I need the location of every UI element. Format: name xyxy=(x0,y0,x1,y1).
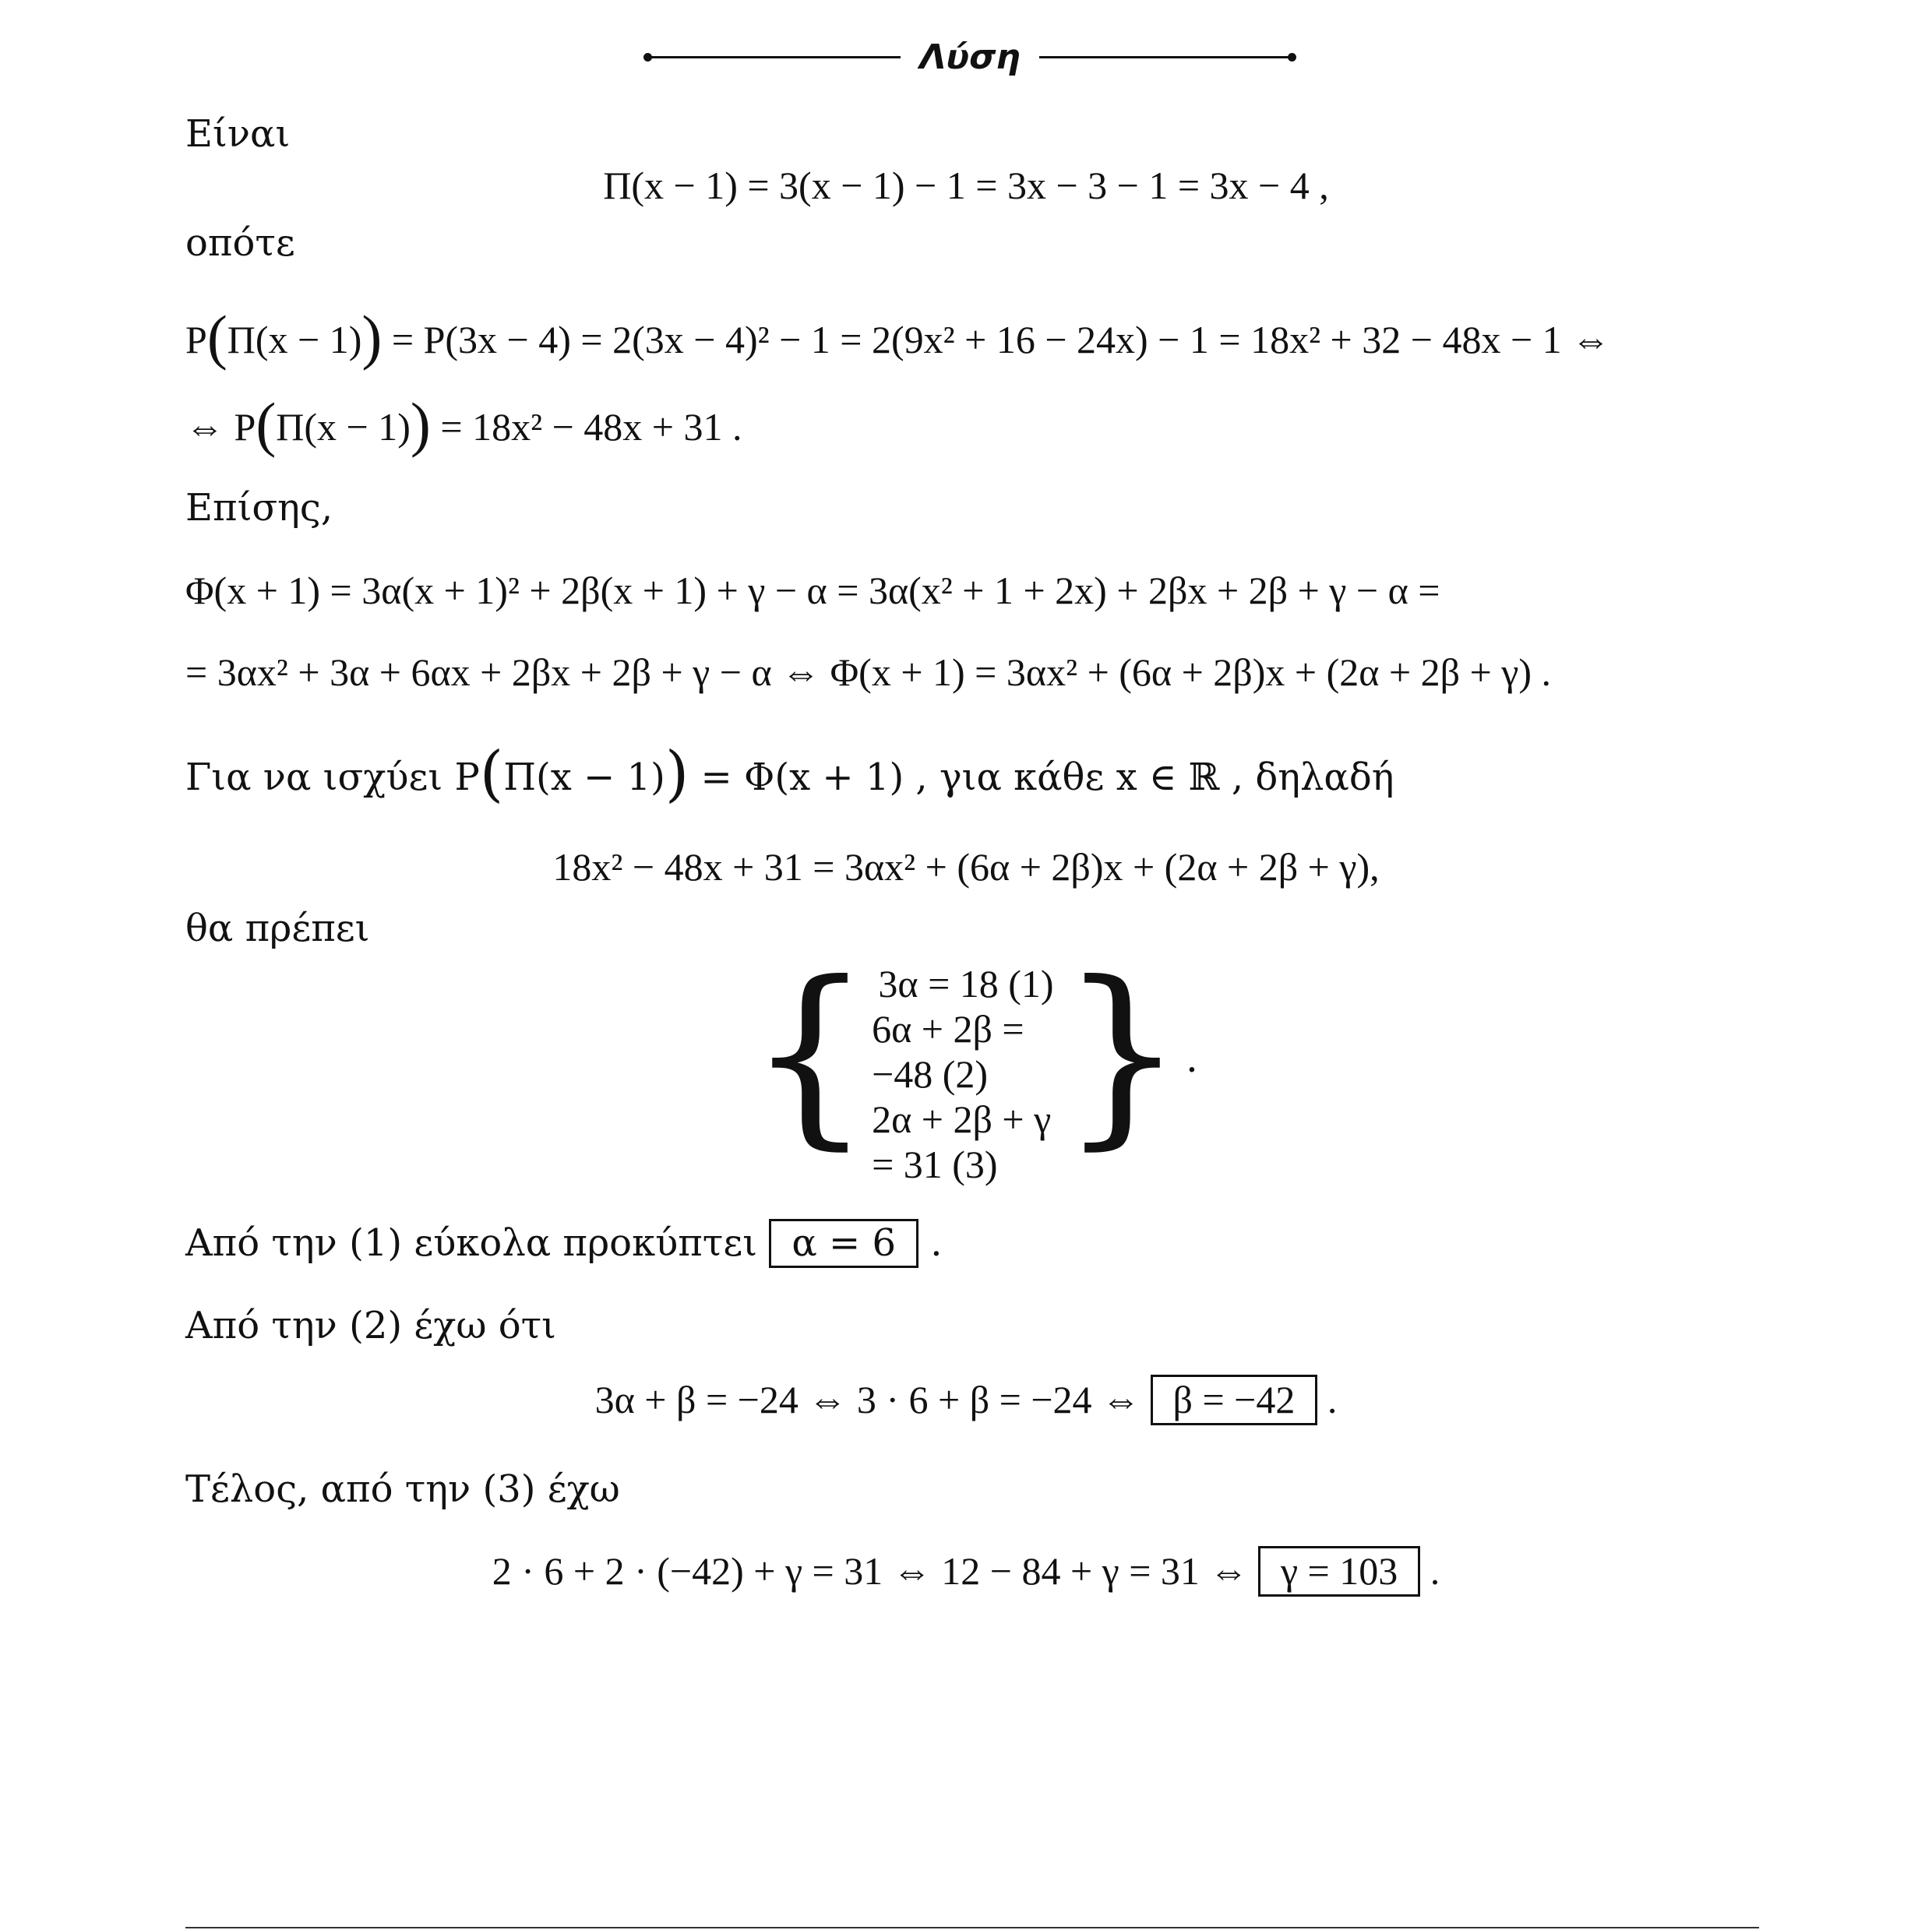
equation-line: 18x² − 48x + 31 = 3αx² + (6α + 2β)x + (2α + 2β + γ), xyxy=(552,845,1380,889)
system-equation-3: 2α + 2β + γ = 31 (3) xyxy=(872,1097,1052,1186)
system-equation-1: 3α = 18 (1) xyxy=(878,962,1054,1006)
equation-line xyxy=(0,1375,1932,1425)
equation-line: = 3αx² + 3α + 6αx + 2βx + 2β + γ − α ⇔ Φ(x + 1) = 3αx² + (6α + 2β)x + (2α + 2β + γ) . xyxy=(185,650,1552,694)
text-line: Επίσης, xyxy=(185,486,333,530)
left-paren: ( xyxy=(206,303,227,371)
math-fragment: ⇔ P xyxy=(185,405,256,449)
left-paren: ( xyxy=(256,390,277,458)
equation-line xyxy=(185,302,1610,372)
text-line xyxy=(185,1219,943,1268)
equation-system xyxy=(748,940,1184,1186)
text-fragment: Για να ισχύει P xyxy=(185,755,480,799)
text-line: θα πρέπει xyxy=(185,907,370,950)
equation-line: Π(x − 1) = 3(x − 1) − 1 = 3x − 3 − 1 = 3x − 4 , xyxy=(603,164,1329,207)
system-left-brace: { xyxy=(748,940,873,1167)
math-fragment: P xyxy=(185,318,207,361)
left-paren: ( xyxy=(479,739,504,809)
math-fragment: 2 · 6 + 2 · (−42) + γ = 31 ⇔ 12 − 84 + γ = 31 ⇔ xyxy=(492,1549,1249,1593)
heading-rule-left xyxy=(647,56,901,58)
equation-line xyxy=(0,1546,1932,1597)
system-period: . xyxy=(1186,1036,1198,1081)
text-fragment: . xyxy=(930,1221,943,1265)
right-paren: ) xyxy=(361,303,383,371)
system-equation-2: 6α + 2β = −48 (2) xyxy=(872,1007,1024,1096)
system-right-brace: } xyxy=(1059,940,1184,1167)
boxed-result-beta: β = −42 xyxy=(1151,1375,1318,1425)
heading-title: Λύση xyxy=(919,37,1021,77)
boxed-result-alpha: α = 6 xyxy=(769,1219,918,1268)
right-paren: ) xyxy=(410,390,431,458)
math-fragment: = P(3x − 4) = 2(3x − 4)² − 1 = 2(9x² + 16 − 24x) − 1 = 18x² + 32 − 48x − 1 ⇔ xyxy=(391,318,1611,361)
math-fragment: . xyxy=(1327,1378,1338,1421)
math-fragment: 3α + β = −24 ⇔ 3 · 6 + β = −24 ⇔ xyxy=(594,1378,1141,1421)
equation-line: Φ(x + 1) = 3α(x + 1)² + 2β(x + 1) + γ − α = 3α(x² + 1 + 2x) + 2βx + 2β + γ − α = xyxy=(185,569,1440,612)
footer-rule xyxy=(185,1927,1759,1928)
math-fragment: Π(x − 1) xyxy=(276,405,411,449)
equation-line xyxy=(185,389,742,460)
heading-rule-right xyxy=(1039,56,1293,58)
system-equations xyxy=(872,961,1060,1186)
math-fragment: Π(x − 1) xyxy=(503,755,665,799)
text-line: Τέλος, από την (3) έχω xyxy=(185,1467,620,1511)
text-line: Είναι xyxy=(185,112,291,156)
solution-heading xyxy=(647,30,1293,84)
math-fragment: . xyxy=(1430,1549,1440,1593)
text-line xyxy=(185,740,1394,810)
text-line: Από την (2) έχω ότι xyxy=(185,1304,556,1347)
math-fragment: = 18x² − 48x + 31 . xyxy=(440,405,742,449)
text-fragment: = Φ(x + 1) , για κάθε x ∈ ℝ , δηλαδή xyxy=(700,755,1394,799)
text-line: οπότε xyxy=(185,221,295,265)
boxed-result-gamma: γ = 103 xyxy=(1258,1546,1420,1597)
right-paren: ) xyxy=(665,739,689,809)
text-fragment: Από την (1) εύκολα προκύπτει xyxy=(185,1221,758,1265)
math-fragment: Π(x − 1) xyxy=(227,318,362,361)
